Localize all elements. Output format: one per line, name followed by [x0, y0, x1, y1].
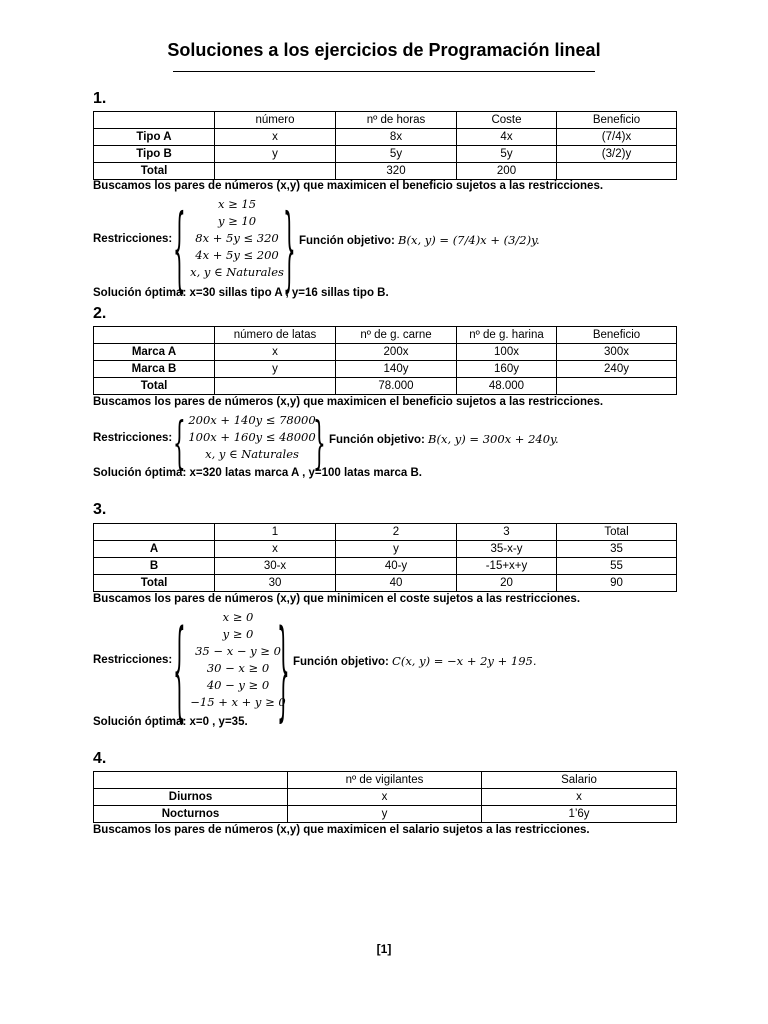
objective — [299, 233, 540, 247]
constraint: 30 − x ≥ 0 — [206, 661, 270, 675]
constraint: x, y ∈ Naturales — [205, 447, 299, 461]
table-cell: 200 — [457, 163, 557, 180]
exercise-2-intro: Buscamos los pares de números (x,y) que maximicen el beneficio sujetos a las restricciones. — [93, 396, 604, 408]
table-row — [94, 541, 677, 558]
left-brace-icon: { — [173, 604, 186, 734]
table-cell: x — [215, 344, 336, 361]
constraint: y ≥ 10 — [217, 214, 257, 228]
exercise-4-number: 4. — [93, 750, 107, 767]
exercise-1-intro: Buscamos los pares de números (x,y) que maximicen el beneficio sujetos a las restricciones. — [93, 180, 604, 192]
table-header-row — [94, 327, 677, 344]
header-cell — [94, 112, 215, 129]
table-row — [94, 163, 677, 180]
right-brace-icon: } — [283, 192, 296, 303]
constraint-list — [183, 196, 291, 281]
right-brace-icon: } — [277, 604, 290, 734]
header-cell — [94, 524, 215, 541]
table-cell: 160y — [457, 361, 557, 378]
constraint: 35 − x − y ≥ 0 — [195, 644, 281, 658]
exercise-2-number: 2. — [93, 305, 107, 322]
header-cell: número — [215, 112, 336, 129]
table-cell: 240y — [557, 361, 677, 378]
page-number: [1] — [376, 942, 392, 956]
row-label: Marca A — [94, 344, 215, 361]
table-cell: -15+x+y — [457, 558, 557, 575]
exercise-3-intro: Buscamos los pares de números (x,y) que minimicen el coste sujetos a las restricciones. — [93, 593, 581, 605]
row-label: Total — [94, 163, 215, 180]
right-brace-icon: } — [313, 409, 326, 477]
row-label: Total — [94, 378, 215, 395]
objective-label: Función objetivo: — [293, 656, 389, 668]
table-row — [94, 558, 677, 575]
table-row — [94, 378, 677, 395]
exercise-4-table — [93, 771, 677, 823]
constraint: x, y ∈ Naturales — [190, 265, 284, 279]
header-cell — [94, 327, 215, 344]
table-row — [94, 575, 677, 592]
row-label: Tipo A — [94, 129, 215, 146]
table-row — [94, 806, 677, 823]
objective — [329, 432, 559, 446]
row-label: Total — [94, 575, 215, 592]
page-title: Soluciones a los ejercicios de Programación lineal — [167, 40, 601, 60]
table-cell: 5y — [457, 146, 557, 163]
table-cell: x — [288, 789, 482, 806]
row-label: A — [94, 541, 215, 558]
table-cell: 35 — [557, 541, 677, 558]
header-cell: Salario — [482, 772, 677, 789]
constraint: 40 − y ≥ 0 — [206, 678, 270, 692]
header-cell: 1 — [215, 524, 336, 541]
row-label: B — [94, 558, 215, 575]
table-row — [94, 789, 677, 806]
exercise-2-solution: Solución óptima: x=320 latas marca A , y=100 latas marca B. — [93, 467, 422, 479]
table-cell: 300x — [557, 344, 677, 361]
table-cell: 40-y — [336, 558, 457, 575]
exercise-3-table — [93, 523, 677, 592]
header-cell: nº de horas — [336, 112, 457, 129]
objective-label: Función objetivo: — [329, 434, 425, 446]
exercise-4-intro: Buscamos los pares de números (x,y) que maximicen el salario sujetos a las restricciones. — [93, 824, 590, 836]
constraint: x ≥ 0 — [222, 610, 254, 624]
table-cell: x — [215, 541, 336, 558]
exercise-2-table — [93, 326, 677, 395]
restrictions-label: Restricciones: — [93, 233, 173, 245]
table-cell: 48.000 — [457, 378, 557, 395]
title-underline — [173, 71, 595, 72]
table-cell: y — [215, 361, 336, 378]
header-cell: 3 — [457, 524, 557, 541]
objective-function: B(x, y) = 300x + 240y. — [428, 432, 559, 446]
row-label: Nocturnos — [94, 806, 288, 823]
table-row — [94, 361, 677, 378]
row-label: Tipo B — [94, 146, 215, 163]
table-cell: 30-x — [215, 558, 336, 575]
objective-function: B(x, y) = (7/4)x + (3/2)y. — [398, 233, 540, 247]
header-cell — [94, 772, 288, 789]
table-cell: 140y — [336, 361, 457, 378]
table-header-row — [94, 112, 677, 129]
header-cell: 2 — [336, 524, 457, 541]
table-cell: (7/4)x — [557, 129, 677, 146]
exercise-3-solution: Solución óptima: x=0 , y=35. — [93, 716, 248, 728]
left-brace-icon: { — [173, 192, 186, 303]
row-label: Marca B — [94, 361, 215, 378]
table-cell: 200x — [336, 344, 457, 361]
table-header-row — [94, 772, 677, 789]
table-cell: 78.000 — [336, 378, 457, 395]
constraint: x ≥ 15 — [217, 197, 257, 211]
constraint: −15 + x + y ≥ 0 — [190, 695, 286, 709]
table-cell: (3/2)y — [557, 146, 677, 163]
constraint: 100x + 160y ≤ 48000 — [188, 430, 316, 444]
table-cell: 100x — [457, 344, 557, 361]
table-cell: 30 — [215, 575, 336, 592]
table-cell: 20 — [457, 575, 557, 592]
table-cell — [215, 378, 336, 395]
table-cell: y — [215, 146, 336, 163]
objective-label: Función objetivo: — [299, 235, 395, 247]
table-row — [94, 344, 677, 361]
header-cell: nº de g. carne — [336, 327, 457, 344]
table-cell: 90 — [557, 575, 677, 592]
table-header-row — [94, 524, 677, 541]
exercise-1-solution: Solución óptima: x=30 sillas tipo A , y=16 sillas tipo B. — [93, 287, 389, 299]
table-cell: 8x — [336, 129, 457, 146]
table-cell: 1’6y — [482, 806, 677, 823]
header-cell: Beneficio — [557, 112, 677, 129]
left-brace-icon: { — [173, 409, 186, 477]
table-cell — [557, 163, 677, 180]
header-cell: Beneficio — [557, 327, 677, 344]
restrictions-label: Restricciones: — [93, 432, 173, 444]
row-label: Diurnos — [94, 789, 288, 806]
exercise-1-number: 1. — [93, 90, 107, 107]
objective — [293, 654, 536, 668]
restrictions-label: Restricciones: — [93, 654, 173, 666]
table-cell: y — [336, 541, 457, 558]
header-cell: nº de vigilantes — [288, 772, 482, 789]
table-cell: 55 — [557, 558, 677, 575]
exercise-1-table — [93, 111, 677, 180]
constraint: y ≥ 0 — [222, 627, 254, 641]
constraint-list — [183, 412, 321, 463]
table-cell — [557, 378, 677, 395]
constraint: 4x + 5y ≤ 200 — [195, 248, 279, 262]
table-cell: x — [215, 129, 336, 146]
header-cell: nº de g. harina — [457, 327, 557, 344]
table-cell: 5y — [336, 146, 457, 163]
exercise-3-number: 3. — [93, 501, 107, 518]
header-cell: número de latas — [215, 327, 336, 344]
table-cell: 40 — [336, 575, 457, 592]
table-cell: 4x — [457, 129, 557, 146]
table-cell: y — [288, 806, 482, 823]
table-cell: 320 — [336, 163, 457, 180]
constraint: 200x + 140y ≤ 78000 — [188, 413, 316, 427]
constraint: 8x + 5y ≤ 320 — [195, 231, 279, 245]
table-row — [94, 129, 677, 146]
table-row — [94, 146, 677, 163]
table-cell: x — [482, 789, 677, 806]
header-cell: Coste — [457, 112, 557, 129]
header-cell: Total — [557, 524, 677, 541]
table-cell — [215, 163, 336, 180]
table-cell: 35-x-y — [457, 541, 557, 558]
objective-function: C(x, y) = −x + 2y + 195. — [392, 654, 537, 668]
